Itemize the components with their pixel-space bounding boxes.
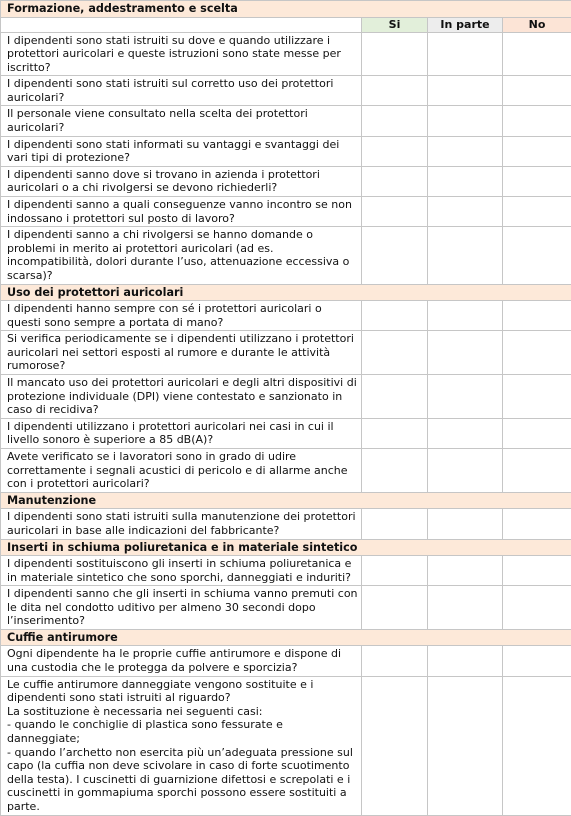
answer-si-cell[interactable] [362, 676, 428, 815]
answer-si-cell[interactable] [362, 227, 428, 284]
question-text: Avete verificato se i lavoratori sono in grado di udire correttamente i segnali acustici di pericolo e di allarme anche con i protettori auricolari? [1, 449, 362, 493]
section-header [1, 284, 571, 301]
answer-no-cell[interactable] [503, 227, 571, 284]
question-row [1, 556, 571, 586]
section-title: Cuffie antirumore [1, 629, 571, 646]
answer-si-cell[interactable] [362, 586, 428, 630]
section-header [1, 539, 571, 556]
answer-no-cell[interactable] [503, 676, 571, 815]
answer-no-cell[interactable] [503, 301, 571, 331]
column-header-in-parte: In parte [428, 17, 503, 32]
answer-no-cell[interactable] [503, 197, 571, 227]
answer-in-parte-cell[interactable] [428, 166, 503, 196]
answer-in-parte-cell[interactable] [428, 646, 503, 676]
question-text: I dipendenti sostituiscono gli inserti in schiuma poliuretanica e in materiale sintetico che sono sporchi, danneggiati e induriti? [1, 556, 362, 586]
answer-in-parte-cell[interactable] [428, 197, 503, 227]
column-header-row [1, 17, 571, 32]
question-text: I dipendenti sono stati istruiti sul corretto uso dei protettori auricolari? [1, 76, 362, 106]
answer-si-cell[interactable] [362, 449, 428, 493]
question-row [1, 106, 571, 136]
answer-no-cell[interactable] [503, 449, 571, 493]
answer-in-parte-cell[interactable] [428, 586, 503, 630]
question-text: I dipendenti sono stati istruiti su dove e quando utilizzare i protettori auricolari e queste istruzioni sono state messe per iscritto? [1, 32, 362, 76]
question-row [1, 227, 571, 284]
answer-si-cell[interactable] [362, 301, 428, 331]
answer-in-parte-cell[interactable] [428, 556, 503, 586]
question-text: Ogni dipendente ha le proprie cuffie antirumore e dispone di una custodia che le protegga da polvere e sporcizia? [1, 646, 362, 676]
answer-no-cell[interactable] [503, 32, 571, 76]
column-header-no: No [503, 17, 571, 32]
question-text: I dipendenti sanno che gli inserti in schiuma vanno premuti con le dita nel condotto uditivo per almeno 30 secondi dopo l’inserimento? [1, 586, 362, 630]
answer-no-cell[interactable] [503, 556, 571, 586]
answer-in-parte-cell[interactable] [428, 676, 503, 815]
column-header-si: Si [362, 17, 428, 32]
question-row [1, 32, 571, 76]
section-header [1, 1, 571, 18]
answer-in-parte-cell[interactable] [428, 331, 503, 375]
answer-no-cell[interactable] [503, 331, 571, 375]
answer-in-parte-cell[interactable] [428, 301, 503, 331]
answer-in-parte-cell[interactable] [428, 136, 503, 166]
question-row [1, 586, 571, 630]
answer-si-cell[interactable] [362, 509, 428, 539]
answer-in-parte-cell[interactable] [428, 227, 503, 284]
question-row [1, 197, 571, 227]
answer-in-parte-cell[interactable] [428, 76, 503, 106]
question-text: I dipendenti sanno a chi rivolgersi se hanno domande o problemi in merito ai protettori auricolari (ad es. incompatibilità, dolori durante l’uso, attenuazione eccessiva o scarsa)? [1, 227, 362, 284]
answer-in-parte-cell[interactable] [428, 418, 503, 448]
question-row [1, 76, 571, 106]
answer-no-cell[interactable] [503, 509, 571, 539]
question-text: Le cuffie antirumore danneggiate vengono sostituite e i dipendenti sono stati istruiti al riguardo? La sostituzione è necessaria nei seguenti casi: - quando le conchiglie di plastica sono fessurate e danneggiate; - quando l’archetto non esercita più un’adeguata pressione sul capo (la cuffia non deve scivolare in caso di forte scuotimento della testa). I cuscinetti di guarnizione difettosi e screpolati e i cuscinetti in gommapiuma sporchi possono essere sostituiti a parte. [1, 676, 362, 815]
answer-no-cell[interactable] [503, 375, 571, 419]
question-text: I dipendenti sono stati informati su vantaggi e svantaggi dei vari tipi di protezione? [1, 136, 362, 166]
answer-no-cell[interactable] [503, 106, 571, 136]
question-row [1, 509, 571, 539]
question-text: I dipendenti utilizzano i protettori auricolari nei casi in cui il livello sonoro è superiore a 85 dB(A)? [1, 418, 362, 448]
answer-no-cell[interactable] [503, 166, 571, 196]
answer-in-parte-cell[interactable] [428, 449, 503, 493]
question-row [1, 166, 571, 196]
answer-in-parte-cell[interactable] [428, 32, 503, 76]
section-title: Manutenzione [1, 492, 571, 509]
question-text: I dipendenti sanno dove si trovano in azienda i protettori auricolari o a chi rivolgersi se devono richiederli? [1, 166, 362, 196]
section-header [1, 492, 571, 509]
answer-si-cell[interactable] [362, 166, 428, 196]
question-text: Il mancato uso dei protettori auricolari e degli altri dispositivi di protezione individuale (DPI) viene contestato e sanzionato in caso di recidiva? [1, 375, 362, 419]
question-row [1, 676, 571, 815]
question-row [1, 449, 571, 493]
answer-no-cell[interactable] [503, 136, 571, 166]
checklist-body [1, 1, 571, 816]
answer-si-cell[interactable] [362, 106, 428, 136]
answer-in-parte-cell[interactable] [428, 509, 503, 539]
answer-in-parte-cell[interactable] [428, 375, 503, 419]
question-row [1, 301, 571, 331]
question-row [1, 646, 571, 676]
question-text: I dipendenti hanno sempre con sé i protettori auricolari o questi sono sempre a portata di mano? [1, 301, 362, 331]
question-row [1, 136, 571, 166]
answer-si-cell[interactable] [362, 331, 428, 375]
answer-si-cell[interactable] [362, 136, 428, 166]
answer-si-cell[interactable] [362, 197, 428, 227]
question-text: I dipendenti sono stati istruiti sulla manutenzione dei protettori auricolari in base alle indicazioni del fabbricante? [1, 509, 362, 539]
answer-no-cell[interactable] [503, 586, 571, 630]
question-row [1, 418, 571, 448]
question-text: Si verifica periodicamente se i dipendenti utilizzano i protettori auricolari nei settori esposti al rumore e durante le attività rumorose? [1, 331, 362, 375]
answer-si-cell[interactable] [362, 418, 428, 448]
question-row [1, 375, 571, 419]
answer-no-cell[interactable] [503, 76, 571, 106]
question-text: I dipendenti sanno a quali conseguenze vanno incontro se non indossano i protettori sul posto di lavoro? [1, 197, 362, 227]
question-column-header [1, 17, 362, 32]
answer-si-cell[interactable] [362, 556, 428, 586]
section-header [1, 629, 571, 646]
answer-in-parte-cell[interactable] [428, 106, 503, 136]
section-title: Inserti in schiuma poliuretanica e in materiale sintetico [1, 539, 571, 556]
answer-si-cell[interactable] [362, 76, 428, 106]
section-title: Formazione, addestramento e scelta [1, 1, 571, 18]
answer-si-cell[interactable] [362, 646, 428, 676]
answer-si-cell[interactable] [362, 375, 428, 419]
answer-si-cell[interactable] [362, 32, 428, 76]
question-text: Il personale viene consultato nella scelta dei protettori auricolari? [1, 106, 362, 136]
section-title: Uso dei protettori auricolari [1, 284, 571, 301]
answer-no-cell[interactable] [503, 418, 571, 448]
answer-no-cell[interactable] [503, 646, 571, 676]
question-row [1, 331, 571, 375]
